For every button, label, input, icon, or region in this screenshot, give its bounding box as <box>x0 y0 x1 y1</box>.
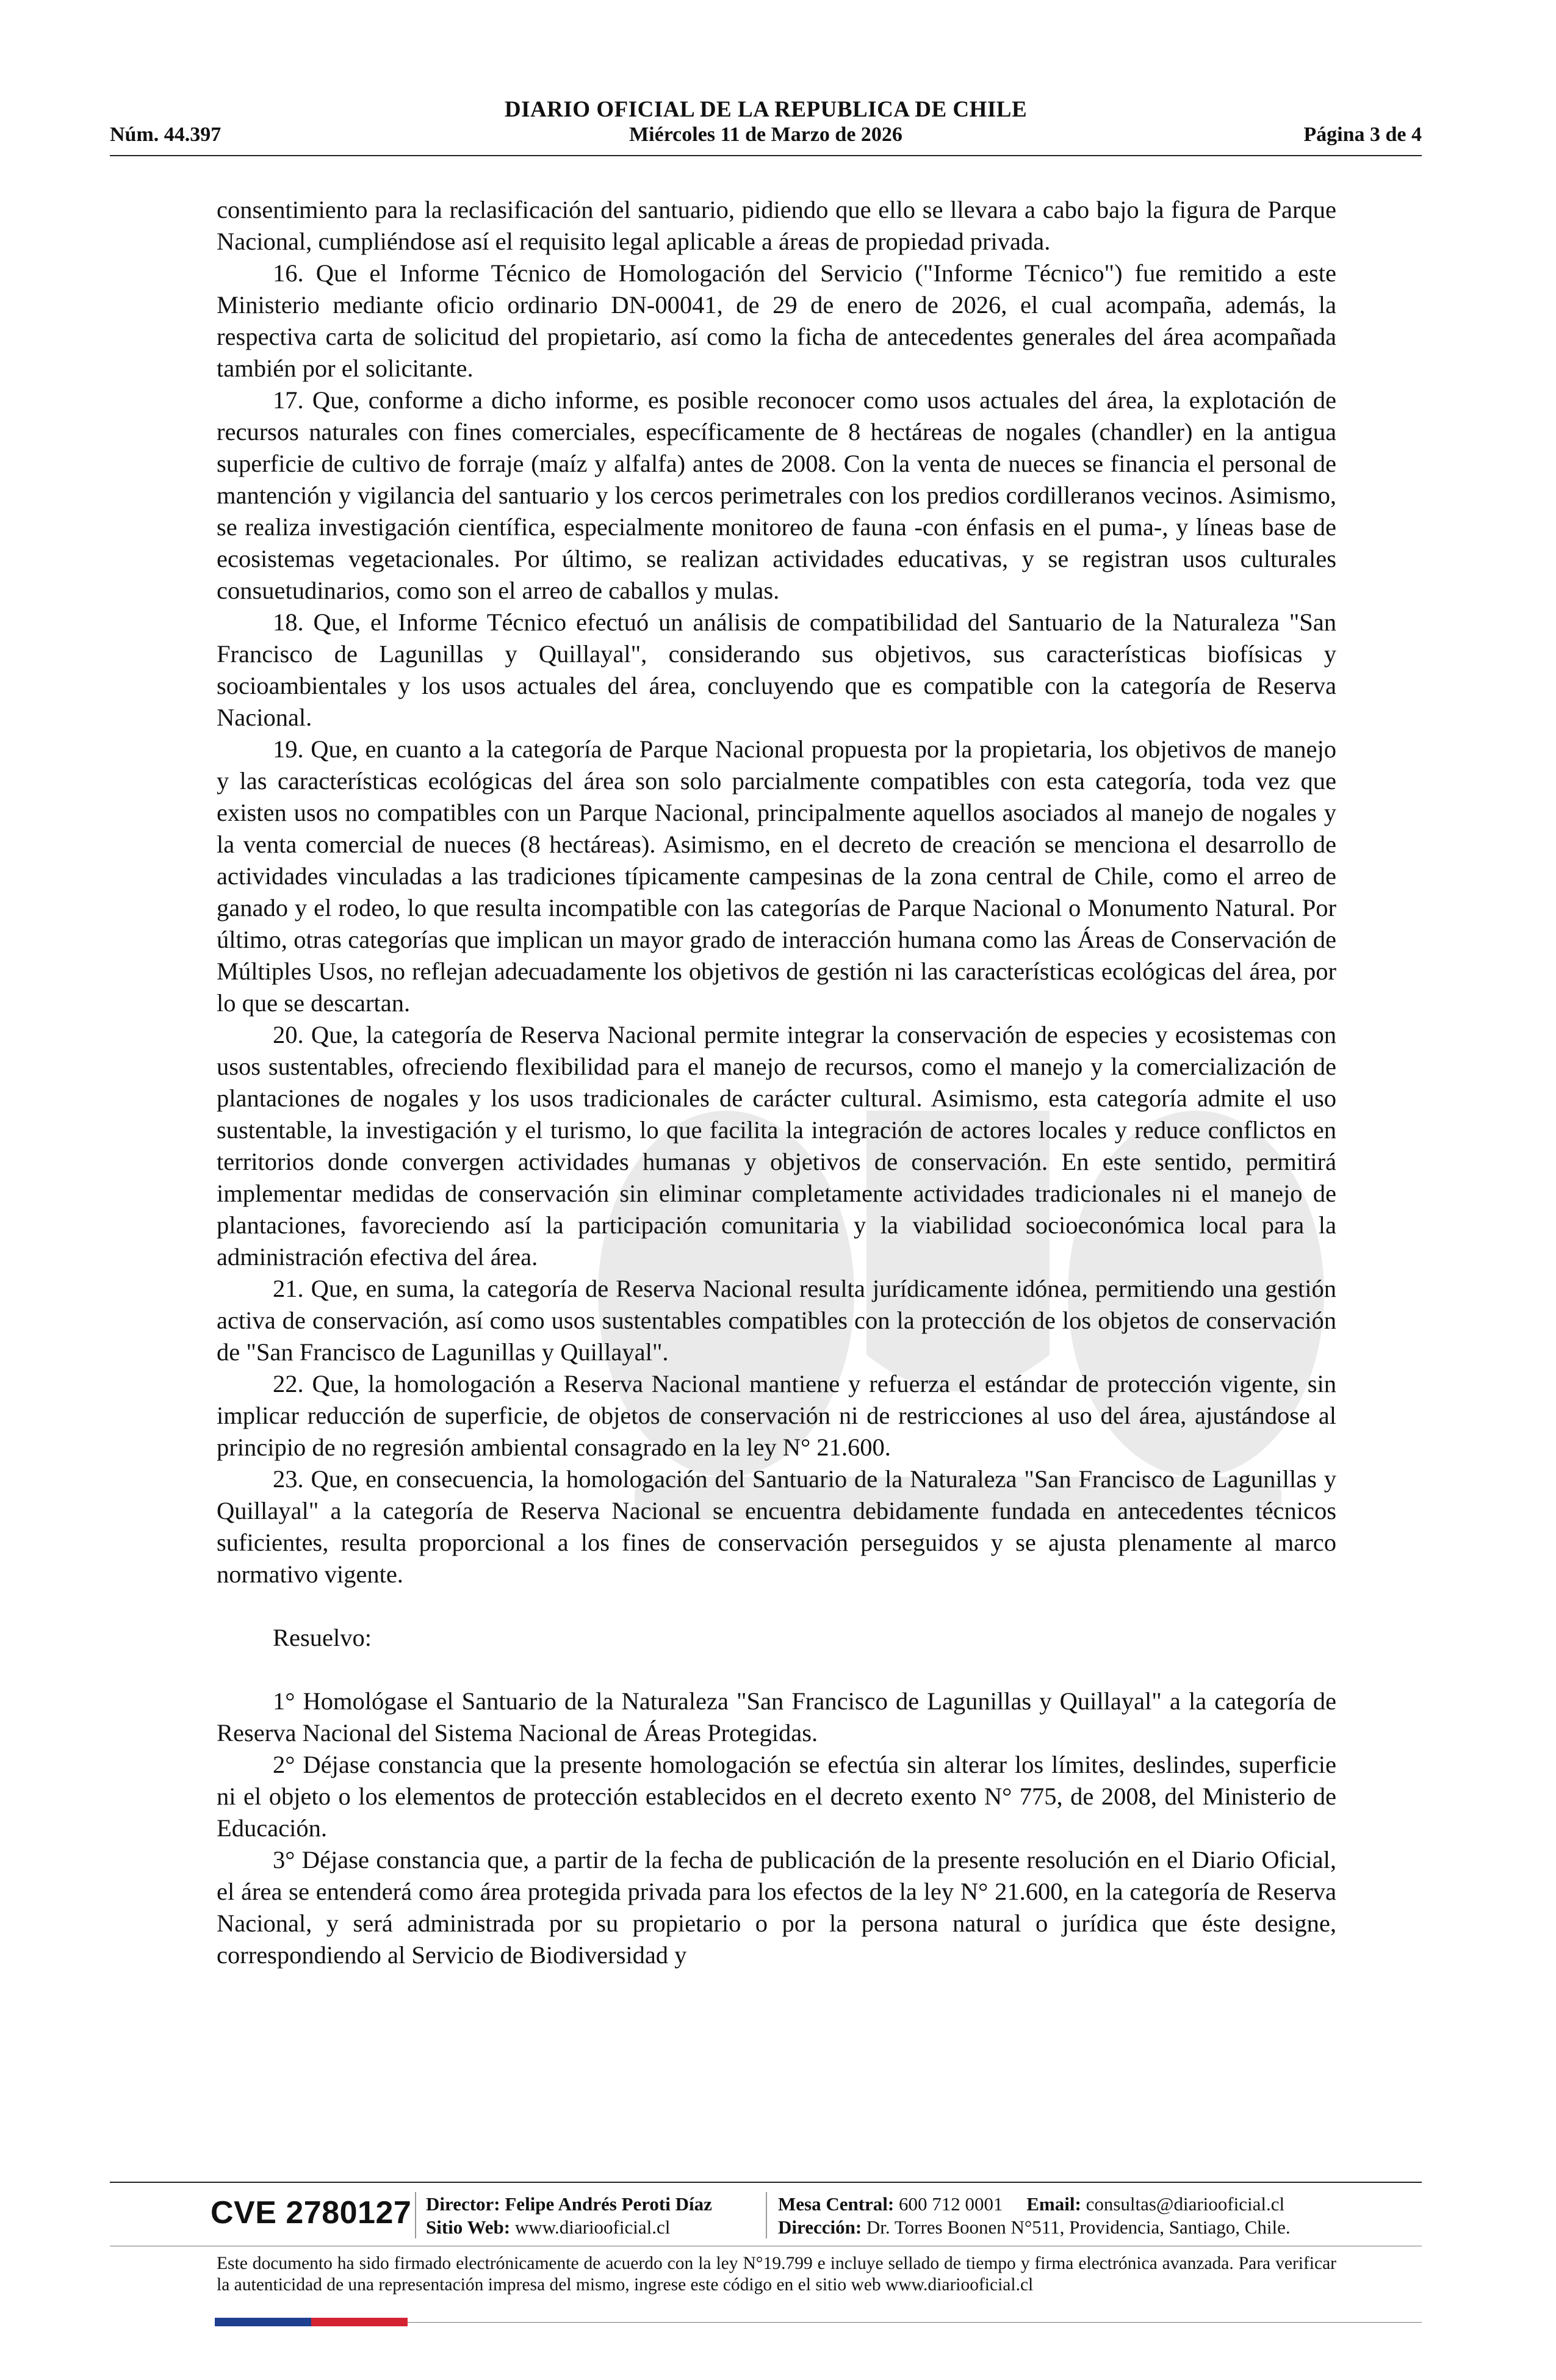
issue-number: Núm. 44.397 <box>110 123 222 146</box>
paragraph-19: 19. Que, en cuanto a la categoría de Parque Nacional propuesta por la propietaria, los objetivos de manejo y las características ecológicas del área son solo parcialmente compatibles con esta categoría, toda vez que existen usos no compatibles con un Parque Nacional, principalmente aquellos asociados al manejo de nogales y la venta comercial de nueces (8 hectáreas). Asimismo, en el decreto de creación se menciona el desarrollo de actividades vinculadas a las tradiciones típicamente campesinas de la zona central de Chile, como el arreo de ganado y el rodeo, lo que resulta incompatible con las categorías de Parque Nacional o Monumento Natural. Por último, otras categorías que implican un mayor grado de interacción humana como las Áreas de Conservación de Múltiples Usos, no reflejan adecuadamente los objetivos de gestión ni las características ecológicas del área, por lo que se descartan. <box>217 735 1336 1017</box>
mesa-phone: 600 712 0001 <box>899 2193 1003 2215</box>
footer-divider-top <box>110 2182 1422 2183</box>
footer-contact-block <box>778 2193 1291 2239</box>
page-header <box>110 92 1422 159</box>
paragraph-16: 16. Que el Informe Técnico de Homologación del Servicio ("Informe Técnico") fue remitido a este Ministerio mediante oficio ordinario DN-00041, de 29 de enero de 2026, el cual acompaña, además, la respectiva carta de solicitud del propietario, así como la ficha de antecedentes generales del área acompañada también por el solicitante. <box>217 259 1336 382</box>
flag-bar-blue <box>215 2318 311 2326</box>
email-label: Email: <box>1026 2193 1081 2215</box>
page-indicator: Página 3 de 4 <box>1303 123 1422 146</box>
address-label: Dirección: <box>778 2216 862 2238</box>
paragraph-21: 21. Que, en suma, la categoría de Reserva Nacional resulta jurídicamente idónea, permitiendo una gestión activa de conservación, así como usos sustentables compatibles con la protección de los objetos de conservación de "San Francisco de Lagunillas y Quillayal". <box>217 1275 1336 1366</box>
paragraph-20: 20. Que, la categoría de Reserva Nacional permite integrar la conservación de especies y ecosistemas con usos sustentables, ofreciendo flexibilidad para el manejo de recursos, como el manejo y la comercialización de plantaciones de nogales y los usos tradicionales de carácter cultural. Asimismo, esta categoría admite el uso sustentable, la investigación y el turismo, lo que facilita la integración de actores locales y reduce conflictos en territorios donde convergen actividades humanas y objetivos de conservación. En este sentido, permitirá implementar medidas de conservación sin eliminar completamente actividades tradicionales ni el manejo de plantaciones, favoreciendo así la participación comunitaria y la viabilidad socioeconómica local para la administración efectiva del área. <box>217 1021 1336 1271</box>
director-name: Felipe Andrés Peroti Díaz <box>505 2193 712 2215</box>
director-label: Director: <box>426 2193 500 2215</box>
issue-date: Miércoles 11 de Marzo de 2026 <box>629 123 902 146</box>
resolution-2: 2° Déjase constancia que la presente homologación se efectúa sin alterar los límites, deslindes, superficie ni el objeto o los elementos de protección establecidos en el decreto exento N° 775, de 2008, del Ministerio de Educación. <box>217 1751 1336 1842</box>
site-label: Sitio Web: <box>426 2216 511 2238</box>
footer-separator <box>415 2192 416 2238</box>
footer-separator <box>766 2192 767 2238</box>
footer-bottom-line <box>408 2322 1422 2323</box>
flag-bar-red <box>311 2318 408 2326</box>
address-value: Dr. Torres Boonen N°511, Providencia, Santiago, Chile. <box>866 2216 1291 2238</box>
header-divider <box>110 155 1422 156</box>
paragraph-continuation: consentimiento para la reclasificación del santuario, pidiendo que ello se llevara a cabo bajo la figura de Parque Nacional, cumpliéndose así el requisito legal aplicable a áreas de propiedad privada. <box>217 196 1336 255</box>
footer-director-block <box>426 2193 712 2239</box>
paragraph-18: 18. Que, el Informe Técnico efectuó un análisis de compatibilidad del Santuario de la Naturaleza "San Francisco de Lagunillas y Quillayal", considerando sus objetivos, sus características biofísicas y socioambientales y los usos actuales del área, concluyendo que es compatible con la categoría de Reserva Nacional. <box>217 608 1336 731</box>
paragraph-22: 22. Que, la homologación a Reserva Nacional mantiene y refuerza el estándar de protección vigente, sin implicar reducción de superficie, de objetos de conservación ni de restricciones al uso del área, ajustándose al principio de no regresión ambiental consagrado en la ley N° 21.600. <box>217 1370 1336 1461</box>
mesa-label: Mesa Central: <box>778 2193 895 2215</box>
publication-title: DIARIO OFICIAL DE LA REPUBLICA DE CHILE <box>504 97 1028 122</box>
paragraph-17: 17. Que, conforme a dicho informe, es posible reconocer como usos actuales del área, la explotación de recursos naturales con fines comerciales, específicamente de 8 hectáreas de nogales (chandler) en la antigua superficie de cultivo de forraje (maíz y alfalfa) antes de 2008. Con la venta de nueces se financia el personal de mantención y vigilancia del santuario y los cercos perimetrales con los predios cordilleranos vecinos. Asimismo, se realiza investigación científica, especialmente monitoreo de fauna -con énfasis en el puma-, y líneas base de ecosistemas vegetacionales. Por último, se realizan actividades educativas, y se registran usos culturales consuetudinarios, como son el arreo de caballos y mulas. <box>217 386 1336 604</box>
paragraph-23: 23. Que, en consecuencia, la homologación del Santuario de la Naturaleza "San Francisco de Lagunillas y Quillayal" a la categoría de Reserva Nacional se encuentra debidamente fundada en antecedentes técnicos suficientes, resulta proporcional a los fines de conservación perseguidos y se ajusta plenamente al marco normativo vigente. <box>217 1465 1336 1588</box>
email-link[interactable]: consultas@diariooficial.cl <box>1086 2193 1285 2215</box>
resolution-3: 3° Déjase constancia que, a partir de la fecha de publicación de la presente resolución en el Diario Oficial, el área se entenderá como área protegida privada para los efectos de la ley N° 21.600, en la categoría de Reserva Nacional, y será administrada por su propietario o por la persona natural o jurídica que éste designe, correspondiendo al Servicio de Biodiversidad y <box>217 1846 1336 1969</box>
document-body <box>217 194 1336 1971</box>
signature-note: Este documento ha sido firmado electrónicamente de acuerdo con la ley N°19.799 e incluye sellado de tiempo y firma electrónica avanzada. Para verificar la autenticidad de una representación impresa del mismo, ingrese este código en el sitio web www.diariooficial.cl <box>217 2254 1336 2295</box>
resuelvo-heading: Resuelvo: <box>273 1624 372 1651</box>
resolution-1: 1° Homológase el Santuario de la Naturaleza "San Francisco de Lagunillas y Quillayal" a la categoría de Reserva Nacional del Sistema Nacional de Áreas Protegidas. <box>217 1687 1336 1747</box>
cve-code: CVE 2780127 <box>211 2195 412 2230</box>
site-link[interactable]: www.diariooficial.cl <box>514 2216 671 2238</box>
